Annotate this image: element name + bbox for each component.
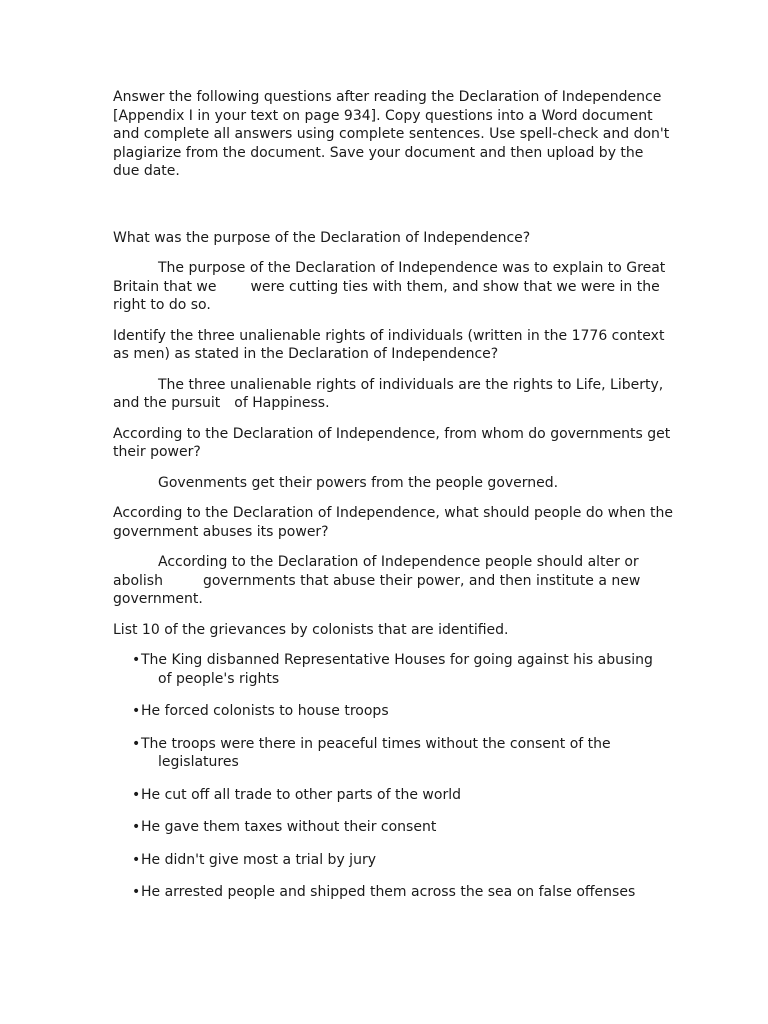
list-item <box>132 883 673 902</box>
list-item-text: He arrested people and shipped them across the sea on false offenses <box>141 884 636 900</box>
list-item <box>132 818 673 837</box>
bullet-icon: • <box>132 819 141 835</box>
list-item-text: He didn't give most a trial by jury <box>141 851 376 868</box>
list-item <box>132 702 673 721</box>
question-text: Identify the three unalienable rights of individuals (written in the 1776 context as men) as stated in the Declaration of Independence? <box>113 327 665 362</box>
answer-part: The purpose of the Declaration of Independence was to explain to Great Britain that we <box>113 260 666 295</box>
list-item <box>132 786 673 805</box>
question-block-3 <box>113 425 673 493</box>
question-text: According to the Declaration of Independence, what should people do when the government abuses its power? <box>113 505 673 540</box>
answer-text: Govenments get their powers from the people governed. <box>158 474 559 491</box>
document-page <box>113 88 673 916</box>
question-block-1 <box>113 229 673 315</box>
list-item-text: He forced colonists to house troops <box>141 703 389 719</box>
list-item <box>132 851 673 870</box>
question-text: According to the Declaration of Independence, from whom do governments get their power? <box>113 425 671 460</box>
answer-part: The three unalienable rights of individuals are the rights to Life, Liberty, and the pursuit <box>113 376 664 411</box>
answer-part: of Happiness. <box>234 395 330 411</box>
question-text: List 10 of the grievances by colonists that are identified. <box>113 621 509 638</box>
bullet-icon: • <box>132 884 141 900</box>
bullet-icon: • <box>132 735 141 752</box>
question-text: What was the purpose of the Declaration of Independence? <box>113 229 531 246</box>
list-item-continuation: of people's rights <box>158 670 280 687</box>
list-item-text: He cut off all trade to other parts of the world <box>141 786 461 803</box>
answer-part: According to the Declaration of Independence people should alter or abolish <box>113 554 639 589</box>
list-item-text: He gave them taxes without their consent <box>141 819 437 835</box>
list-item-continuation: legislatures <box>158 754 239 770</box>
list-item-text: The troops were there in peaceful times without the consent of the <box>141 735 611 752</box>
list-item <box>132 735 673 772</box>
answer-text <box>113 553 673 609</box>
bullet-icon: • <box>132 703 141 719</box>
list-item <box>132 651 673 688</box>
answer-text <box>113 376 673 413</box>
instructions-paragraph: Answer the following questions after reading the Declaration of Independence [Appendix I in your text on page 934]. Copy questions into a Word document and complete all answers using complete sentences. Use spell-check and don't plagiarize from the document. Save your document and then upload by the due date. <box>113 89 670 179</box>
question-block-2 <box>113 327 673 413</box>
bullet-icon: • <box>132 652 141 668</box>
answer-part: were cutting ties with them, and show that we were in the right to do so. <box>113 278 660 313</box>
question-block-5 <box>113 621 673 902</box>
bullet-icon: • <box>132 786 141 803</box>
grievance-list <box>113 651 673 902</box>
answer-part: governments that abuse their power, and then institute a new government. <box>113 572 641 607</box>
question-block-4 <box>113 504 673 609</box>
list-item-text: The King disbanned Representative Houses for going against his abusing <box>141 652 653 668</box>
answer-text <box>113 259 673 315</box>
bullet-icon: • <box>132 851 141 868</box>
